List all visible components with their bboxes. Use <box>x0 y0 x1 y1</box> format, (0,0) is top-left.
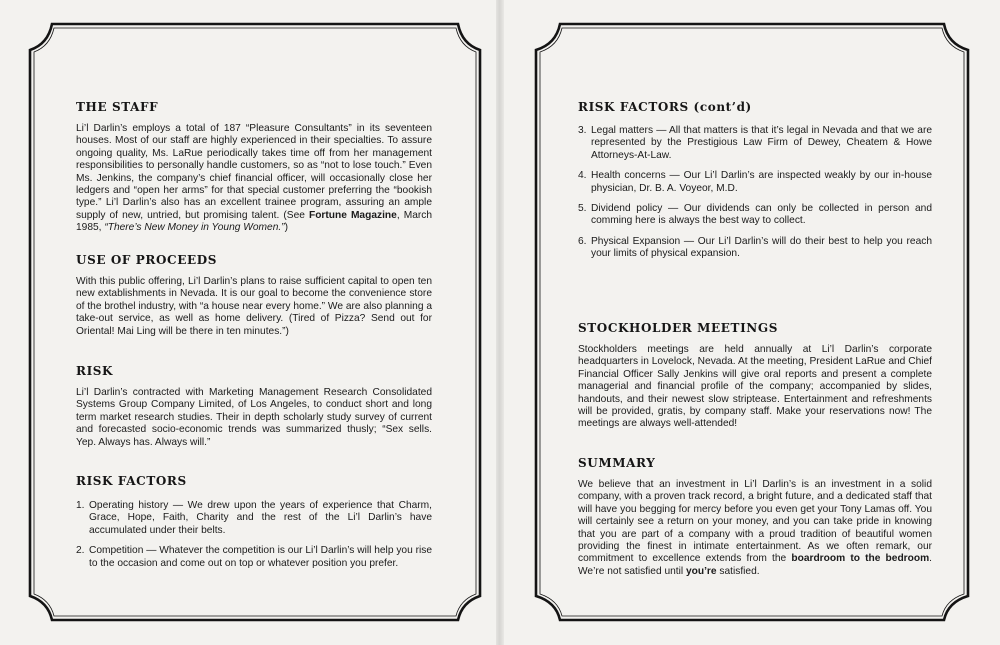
item-number: 2. <box>76 545 85 557</box>
heading-risk: RISK <box>76 364 114 378</box>
list-item <box>578 170 932 195</box>
heading-summary: SUMMARY <box>578 456 656 470</box>
item-number: 3. <box>578 125 587 136</box>
item-number: 4. <box>578 170 587 182</box>
summary-emphasis-boardroom: boardroom to the bedroom <box>791 553 930 565</box>
heading-stockholder-meetings: STOCKHOLDER MEETINGS <box>578 321 778 335</box>
list-item <box>578 203 932 228</box>
summary-text: We believe that an investment in Li’l Darlin’s is an investment in a solid company, with a proven track record, a bright future, and a dedicated staff that will have you begging for mercy before you even get your Tony Lamas off. You will certainly see a return on your money, and you can take pride in knowing that you are part of a company with a proud tradition of beautiful women providing the finest in intimate entertainment. As we often remark, our commitment to excellence extends from the <box>578 479 932 565</box>
section-stockholder-meetings <box>578 321 932 431</box>
summary-text-end: satisfied. <box>716 565 760 577</box>
heading-the-staff: THE STAFF <box>76 100 159 114</box>
item-text: Legal matters — All that matters is that it’s legal in Nevada and that we are represented by the Prestigious Law Firm of Dewey, Cheatem & Howe Attorneys-At-Law. <box>591 125 932 161</box>
item-text: Competition — Whatever the competition is our Li’l Darlin’s will help you rise to the occasion and come out on top or whatever position you prefer. <box>89 545 432 569</box>
heading-risk-factors: RISK FACTORS <box>76 474 187 488</box>
section-summary <box>578 456 932 578</box>
summary-paragraph <box>578 479 932 578</box>
list-item <box>578 125 932 162</box>
item-number: 5. <box>578 203 587 215</box>
risk-factors-contd-list <box>578 125 932 261</box>
proceeds-paragraph: With this public offering, Li’l Darlin’s plans to raise sufficient capital to open ten new extablishments in Nevada. It is our goal to become the convenience store of the brothel industry, with “a house near every home.” We are also planning a take-out service, as well as home delivery. (Tired of Pizza? Send out for Oriental! Mai Ling will be there in ten minutes.”) <box>76 276 432 337</box>
item-text: Health concerns — Our Li’l Darlin’s are inspected weakly by our in-house physician, Dr. B. A. Voyeor, M.D. <box>591 170 932 194</box>
magazine-name: Fortune Magazine <box>308 209 397 221</box>
summary-text-mid: . We’re not satisfied until <box>578 553 932 577</box>
article-title: “There’s New Money in Young Women.” <box>104 222 285 234</box>
item-text: Operating history — We drew upon the years of experience that Charm, Grace, Hope, Faith, Charity and the rest of the Li’l Darlin’s have accumulated under their belts. <box>89 500 432 536</box>
meetings-paragraph: Stockholders meetings are held annually at Li’l Darlin’s corporate headquarters in Lovelock, Nevada. At the meeting, President LaRue and Chief Financial Officer Sally Jenkins will give oral reports and present a complete managerial and financial profile of the company; accompanied by slides, handouts, and their newest slow striptease. Entertainment and refreshments will be provided, gratis, by company staff. Make your reservations now! The meetings are always well-attended! <box>578 344 932 430</box>
item-text: Physical Expansion — Our Li’l Darlin’s will do their best to help you reach your limits of physical expansion. <box>591 235 932 260</box>
item-number: 6. <box>578 235 587 247</box>
section-risk-factors-contd <box>578 100 932 269</box>
section-risk <box>76 364 432 449</box>
list-item <box>76 500 432 537</box>
item-text: Dividend policy — Our dividends can only be collected in person and comming here is always the best way to collect. <box>591 203 932 227</box>
section-the-staff <box>76 100 432 235</box>
summary-emphasis-youre: you’re <box>685 565 717 577</box>
heading-risk-factors-contd: RISK FACTORS (cont’d) <box>578 100 752 114</box>
risk-factors-list <box>76 500 432 570</box>
item-number: 1. <box>76 500 85 511</box>
risk-paragraph: Li’l Darlin’s contracted with Marketing Management Research Consolidated Systems Group Company Limited, of Los Angeles, to conduct short and long term market research studies. Their in depth scholarly study survey of current and forecasted socio-economic trends was summarized thusly; “Sex sells. Yep. Always has. Always will.” <box>76 387 432 448</box>
section-risk-factors <box>76 474 432 578</box>
list-item <box>76 545 432 570</box>
list-item <box>578 236 932 261</box>
staff-text-end: ) <box>284 222 288 234</box>
section-use-of-proceeds <box>76 253 432 338</box>
staff-text: Li’l Darlin’s employs a total of 187 “Pleasure Consultants” in its seventeen houses. Most of our staff are highly experienced in their specialties. To assure ongoing quality, Ms. LaRue periodically takes time off from her management responsibilities to personally handle customers, so as “not to lose touch.” Even Ms. Jenkins, the company’s chief financial officer, will occasionally close her ledgers and “open her arms” for that special customer preferring the “bookish type.” Li’l Darlin’s also has an excellent trainee program, assuring an ample supply of new, untried, but promising talent. (See <box>76 123 432 221</box>
heading-use-of-proceeds: USE OF PROCEEDS <box>76 253 217 267</box>
staff-paragraph <box>76 123 432 235</box>
staff-text-date: , March 1985, <box>76 209 433 234</box>
